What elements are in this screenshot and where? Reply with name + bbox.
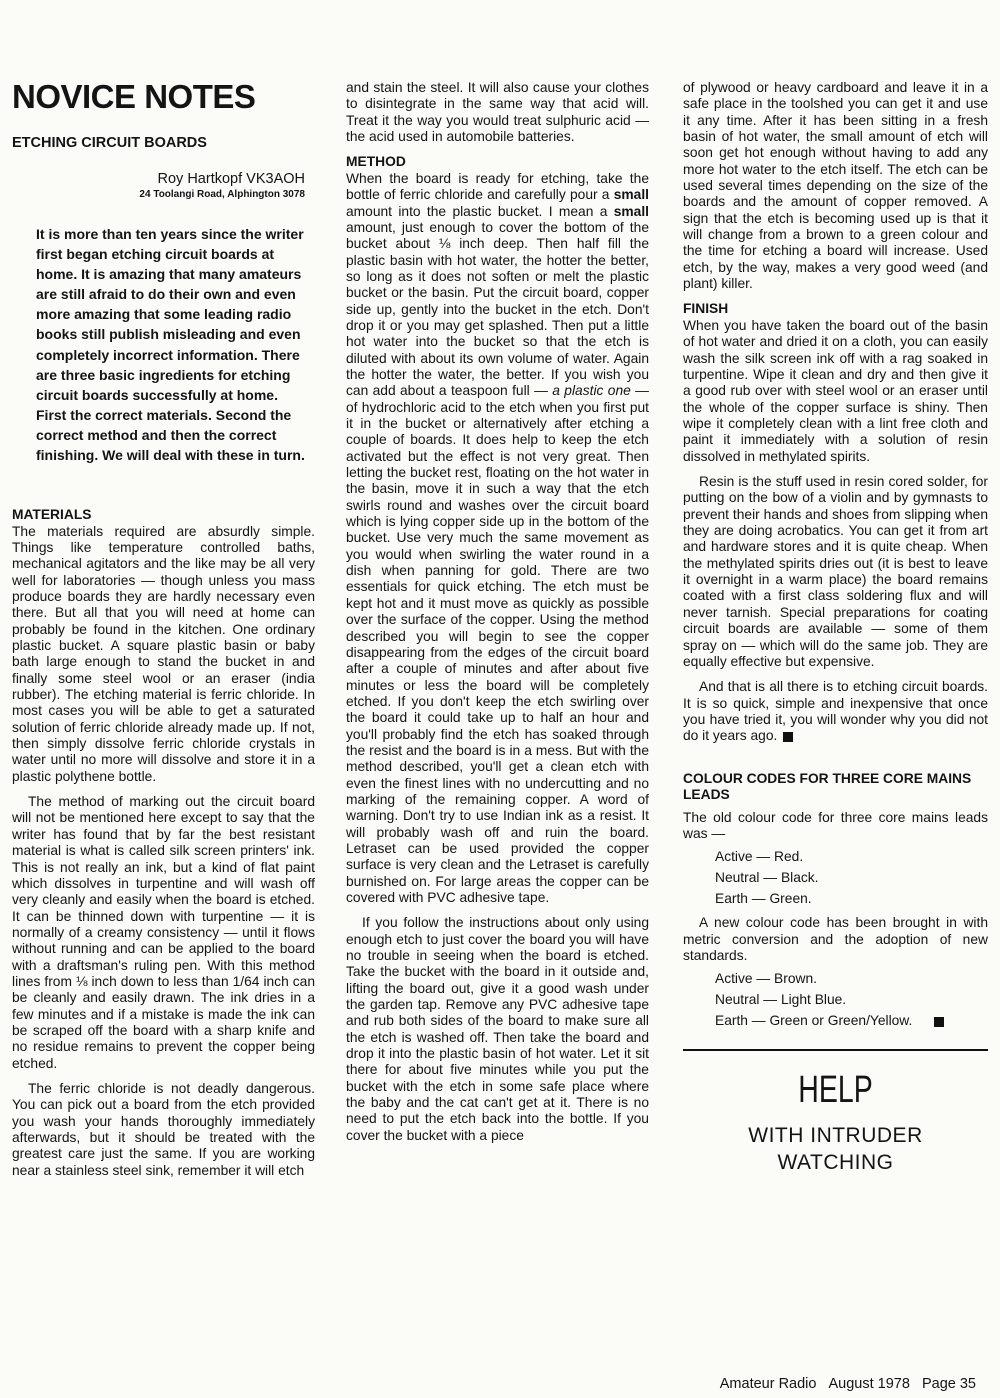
colour-codes-middle: A new colour code has been brought in with metric conversion and the adoption of new standards. [683,915,988,963]
column-middle [346,80,649,1153]
help-title: HELP [798,1069,873,1112]
column-left [12,80,315,1188]
intro-paragraph: It is more than ten years since the writer first began etching circuit boards at home. It is amazing that many amateurs are still afraid to do their own and even more amazing that some leading radio books still publish misleading and even completely incorrect information. There are three basic ingredients for etching circuit boards successfully at home. First the correct materials. Second the correct method and then the correct finishing. We will deal with these in turn. [36,226,305,464]
materials-paragraph-3: The ferric chloride is not deadly dangerous. You can pick out a board from the etch provided you wash your hands thoroughly immediately afterwards, but it should be treated with the greatest care just the same. If you are working near a stainless steel sink, remember it will etch [12,1080,315,1178]
footer-page: Page 35 [921,1376,976,1392]
help-box [683,1069,988,1176]
method-paragraph-2-continued: of plywood or heavy cardboard and leave it in a safe place in the toolshed you can get it and use it any time. After it has been sitting in a fresh basin of hot water, the small amount of etch will soon get hot enough without having to add any more hot water to the etch itself. The etch can be used several times depending on the size of the boards and the amount of copper removed. A sign that the etch is becoming used up is that it will change from a brown to a green colour and the time for etching a board will increase. Used etch, by the way, makes a very good weed (and plant) killer. [683,80,988,292]
new-colour-earth-text: Earth — Green or Green/Yellow. [715,1013,913,1029]
column-right [683,80,988,1176]
old-colour-neutral: Neutral — Black. [715,870,819,886]
article-title: ETCHING CIRCUIT BOARDS [12,135,207,151]
finish-heading: FINISH [683,301,729,317]
help-line-2: WATCHING [777,1151,894,1175]
materials-paragraph-2: The method of marking out the circuit board will not be mentioned here except to say that the writer has found that by far the best resistant material is what is called silk screen printers' ink. This is not really an ink, but a kind of flat paint which dissolves in turpentine and will wash off very cleanly and easily when the board is etched. It can be thinned down with turpentine — it is normally of a creamy consistency — until it flows without running and can be applied to the board with a draftsman's ruling pen. With this method lines from ⅛ inch down to less than 1/64 inch can be cleanly and easily drawn. The ink dries in a few minutes and if a mistake is made the ink can be scraped off the board with a sharp knife and no residue remains to prevent the copper being etched. [12,794,315,1071]
method-text-c: amount, just enough to cover the bottom of the bucket about ⅛ inch deep. Then half fill the plastic basin with hot water, the hotter the better, so long as it does not soften or melt the plastic bucket or the basin. Put the circuit board, copper side up, gently into the bucket in the etch. Don't drop it or you may get splashed. Then put a little hot water into the bucket so that the etch is diluted with about its own volume of water. Again the hotter the water, the better. If you wish you can add about a teaspoon full — [346,219,649,399]
author-address: 24 Toolangi Road, Alphington 3078 [139,189,305,200]
colour-codes-intro: The old colour code for three core mains leads was — [683,809,988,841]
old-colour-list [715,846,988,909]
method-paragraph-1 [346,171,649,906]
footer-issue: August 1978 [828,1376,910,1392]
footer-publication: Amateur Radio [719,1376,817,1392]
finish-paragraph-1: When you have taken the board out of the basin of hot water and dried it on a cloth, you can easily wash the silk screen ink off with a rag soaked in turpentine. Wipe it clean and dry and then give it a good rub over with steel wool or an eraser until the whole of the copper surface is shiny. Then wipe it completely clean with a lint free cloth and paint it immediately with a solution of resin dissolved in methylated spirits. [683,317,988,464]
end-mark-icon [783,732,793,742]
new-colour-neutral: Neutral — Light Blue. [715,992,847,1008]
finish-paragraph-2: Resin is the stuff used in resin cored solder, for putting on the bow of a violin and by gymnasts to prevent their hands and shoes from slipping when they are doing acrobatics. You can get it from art and hardware stores and it is quite cheap. When the methylated spirits dries out (it is best to leave it overnight in a warm place) the board remains coated with a first class soldering flux and will never tarnish. Special preparations for coating circuit boards are available — some of them spray on — which will do the same job. They are equally effective but expensive. [683,474,988,669]
new-colour-active: Active — Brown. [715,971,817,987]
method-text-a: When the board is ready for etching, take the bottle of ferric chloride and carefully pour a [346,170,649,203]
method-text-d: — of hydrochloric acid to the etch when you first put it in the bucket or alternatively after etching a couple of boards. It does help to keep the etch activated but the effect is not very great. Then letting the bucket rest, floating on the hot water in the basin, move it in such a way that the etch swirls round and washes over the circuit board which is lying copper side up in the bottom of the bucket. Use very much the same movement as you would when swirling the water round in a dish when panning for gold. There are two essentials for quick etching. The etch must be kept hot and it must move as quickly as possible over the surface of the copper. Using the method described you will begin to see the copper disappearing from the edges of the circuit board after a couple of minutes and after about five minutes or less the board will be completely etched. If you don't keep the etch swirling over the board it could take up to half an hour and you'll probably find the etch has soaked through the resist and the board is in a mess. But with the method described, you'll get a clean etch with even the finest lines with no undercutting and no marking of the remaining copper. A word of warning. Don't try to use Indian ink as a resist. It will probably wash off and ruin the board. Letraset can be used provided the copper surface is very clean and the Letraset is carefully burnished on. For large areas the copper can be covered with PVC adhesive tape. [346,383,649,905]
materials-heading: MATERIALS [12,507,92,523]
method-paragraph-2: If you follow the instructions about only using enough etch to just cover the board you will have no trouble in seeing when the board is etched. Take the bucket with the board in it outside and, lifting the board out, give it a good wash under the garden tap. Remove any PVC adhesive tape and rub both sides of the board to make sure all the etch is washed off. Then take the board and drop it into the plastic basin of hot water. Let it sit there for about five minutes while you put the bucket with the etch in some safe place where the baby and the cat can't get at it. There is no need to put the etch back into the bottle. If you cover the bucket with a piece [346,915,649,1143]
page-footer [712,1376,976,1392]
method-emphasis-small-1: small [613,187,649,203]
method-italic: a plastic one [552,383,631,399]
method-text-b: amount into the plastic bucket. I mean a [346,203,614,219]
finish-paragraph-3 [683,679,988,744]
colour-codes-heading: COLOUR CODES FOR THREE CORE MAINS LEADS [683,770,972,803]
end-mark-icon [934,1017,944,1027]
materials-paragraph-1: The materials required are absurdly simple. Things like temperature controlled baths, mechanical agitators and the like may be all very well for laboratories — though unless you mass produce boards they are hardly necessary even there. But all that you will need at home can probably be found in the kitchen. One ordinary plastic bucket. A square plastic basin or baby bath large enough to stand the bucket in and finally some steel wool or an eraser (india rubber). The etching material is ferric chloride. In most cases you will be able to get a saturated solution of ferric chloride already made up. If not, then simply dissolve ferric chloride crystals in water until no more will dissolve and store it in a plastic polythene bottle. [12,523,315,784]
materials-paragraph-3-continued: and stain the steel. It will also cause your clothes to disintegrate in the same way that acid will. Treat it the way you would treat sulphuric acid — the acid used in automobile batteries. [346,80,649,145]
old-colour-active: Active — Red. [715,849,804,865]
method-heading: METHOD [346,154,406,170]
masthead: NOVICE NOTES [12,78,256,115]
old-colour-earth: Earth — Green. [715,891,812,907]
new-colour-list [715,968,988,1031]
new-colour-earth [715,1010,988,1031]
author-byline: Roy Hartkopf VK3AOH [157,171,305,187]
help-line-1: WITH INTRUDER [748,1124,923,1148]
method-emphasis-small-2: small [613,203,649,219]
finish-paragraph-3-text: And that is all there is to etching circuit boards. It is so quick, simple and inexpensive that once you have tried it, you will wonder why you did not do it years ago. [683,679,988,744]
section-divider [683,1049,988,1051]
